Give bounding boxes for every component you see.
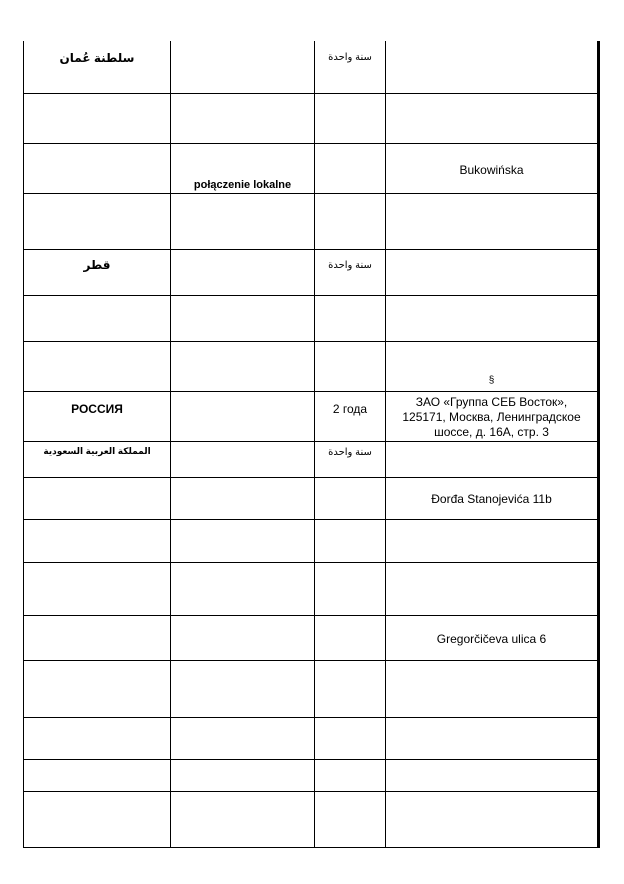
table-row <box>24 477 599 519</box>
address-line: 125171, Москва, Ленинградское <box>402 409 581 424</box>
table-row <box>24 519 599 562</box>
table-row <box>24 193 599 249</box>
country-label: قطر <box>83 257 111 272</box>
document-table <box>23 41 600 848</box>
address-cell <box>386 391 599 441</box>
address-line: шоссе, д. 16А, стр. 3 <box>434 424 549 439</box>
table-row <box>24 143 599 193</box>
table-row <box>24 562 599 615</box>
table-row <box>24 341 599 391</box>
duration-label: سنة واحدة <box>328 52 372 63</box>
table-row <box>24 660 599 717</box>
duration-label: 2 года <box>332 401 368 416</box>
type-label: połączenie lokalne <box>193 178 292 191</box>
address-cell <box>386 615 599 660</box>
address-label: Gregorčičeva ulica 6 <box>436 631 547 646</box>
address-label: Bukowińska <box>459 162 524 177</box>
duration-cell <box>315 249 386 295</box>
table-row <box>24 791 599 847</box>
country-cell <box>24 41 171 93</box>
country-cell <box>24 249 171 295</box>
table-row <box>24 391 599 441</box>
section-sign: § <box>488 374 495 386</box>
table-row <box>24 295 599 341</box>
table-row <box>24 615 599 660</box>
table-row <box>24 93 599 143</box>
duration-cell <box>315 41 386 93</box>
country-label: РОССИЯ <box>71 401 123 416</box>
duration-cell <box>315 391 386 441</box>
table-row <box>24 759 599 791</box>
type-cell <box>171 143 315 193</box>
country-cell <box>24 441 171 477</box>
table-row <box>24 41 599 93</box>
type-cell <box>171 41 315 93</box>
country-cell <box>24 391 171 441</box>
address-cell <box>386 143 599 193</box>
country-label: المملكة العربية السعودية <box>43 445 151 456</box>
duration-cell <box>315 441 386 477</box>
table-row <box>24 717 599 759</box>
address-cell <box>386 41 599 93</box>
address-line: ЗАО «Группа СЕБ Восток», <box>415 394 568 409</box>
table-row <box>24 249 599 295</box>
address-label: Đorđa Stanojevića 11b <box>431 491 552 506</box>
table-row <box>24 441 599 477</box>
duration-label: سنة واحدة <box>328 446 372 458</box>
address-cell <box>386 341 599 391</box>
country-label: سلطنة عُمان <box>59 51 135 65</box>
duration-label: سنة واحدة <box>328 259 372 271</box>
address-cell <box>386 477 599 519</box>
